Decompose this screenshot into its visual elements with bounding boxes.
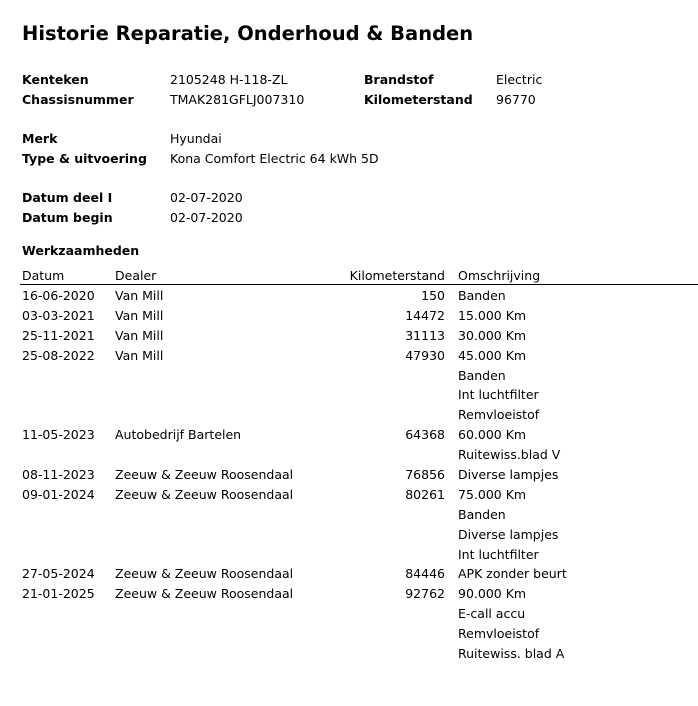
- row-extra-line: [0, 446, 698, 466]
- cell-desc: 60.000 Km: [458, 427, 527, 443]
- chassis-label: Chassisnummer: [22, 92, 134, 107]
- cell-km: 31113: [405, 327, 445, 343]
- row-extra-line: [0, 546, 698, 566]
- table-header: [0, 267, 698, 285]
- row-extra-line: [0, 367, 698, 387]
- cell-date: 08-11-2023: [22, 467, 95, 483]
- cell-km: 80261: [405, 486, 445, 502]
- cell-desc: Diverse lampjes: [458, 526, 559, 542]
- page-title: Historie Reparatie, Onderhoud & Banden: [22, 22, 474, 45]
- cell-desc: Banden: [458, 367, 506, 383]
- cell-date: 09-01-2024: [22, 486, 95, 502]
- table-row: [0, 486, 698, 566]
- row-extra-line: [0, 645, 698, 665]
- header-dealer: Dealer: [115, 268, 157, 283]
- row-main-line: [0, 486, 698, 506]
- cell-desc: E-call accu: [458, 606, 526, 622]
- cell-desc: 30.000 Km: [458, 327, 527, 343]
- cell-date: 25-08-2022: [22, 347, 95, 363]
- cell-desc: Remvloeistof: [458, 407, 540, 423]
- header-desc: Omschrijving: [458, 268, 541, 283]
- cell-desc: 75.000 Km: [458, 486, 527, 502]
- row-extra-line: [0, 605, 698, 625]
- table-row: [0, 287, 698, 307]
- cell-date: 21-01-2025: [22, 586, 95, 602]
- cell-date: 25-11-2021: [22, 327, 95, 343]
- section-title-werkzaamheden: Werkzaamheden: [22, 243, 140, 258]
- cell-date: 16-06-2020: [22, 288, 95, 303]
- datum-begin-value: 02-07-2020: [170, 210, 243, 225]
- datum-begin-label: Datum begin: [22, 210, 113, 225]
- cell-desc: Remvloeistof: [458, 626, 540, 642]
- cell-desc: Diverse lampjes: [458, 467, 559, 483]
- row-main-line: [0, 585, 698, 605]
- cell-desc: Int luchtfilter: [458, 387, 539, 403]
- header-date: Datum: [22, 268, 65, 283]
- km-value: 96770: [496, 92, 536, 107]
- row-main-line: [0, 327, 698, 347]
- km-label: Kilometerstand: [364, 92, 473, 107]
- kenteken-value: 2105248 H-118-ZL: [170, 72, 288, 87]
- cell-km: 47930: [405, 347, 445, 363]
- chassis-value: TMAK281GFLJ007310: [170, 92, 305, 107]
- row-extra-line: [0, 625, 698, 645]
- cell-desc: Banden: [458, 288, 506, 303]
- table-row: [0, 327, 698, 347]
- merk-label: Merk: [22, 131, 58, 146]
- type-value: Kona Comfort Electric 64 kWh 5D: [170, 151, 379, 166]
- brandstof-label: Brandstof: [364, 72, 434, 87]
- cell-dealer: Autobedrijf Bartelen: [115, 427, 242, 443]
- row-main-line: [0, 565, 698, 585]
- cell-dealer: Zeeuw & Zeeuw Roosendaal: [115, 586, 294, 602]
- row-main-line: [0, 426, 698, 446]
- cell-dealer: Van Mill: [115, 327, 164, 343]
- cell-desc: 90.000 Km: [458, 586, 527, 602]
- cell-desc: Int luchtfilter: [458, 546, 539, 562]
- cell-desc: 45.000 Km: [458, 347, 527, 363]
- cell-dealer: Van Mill: [115, 347, 164, 363]
- cell-dealer: Zeeuw & Zeeuw Roosendaal: [115, 467, 294, 483]
- datum-deel-label: Datum deel I: [22, 190, 113, 205]
- row-main-line: [0, 347, 698, 367]
- cell-km: 76856: [405, 467, 445, 483]
- cell-dealer: Zeeuw & Zeeuw Roosendaal: [115, 566, 294, 582]
- cell-desc: Ruitewiss.blad V: [458, 447, 561, 463]
- header-divider: [20, 284, 698, 285]
- merk-value: Hyundai: [170, 131, 222, 146]
- table-row: [0, 426, 698, 466]
- table-row: [0, 565, 698, 585]
- table-row: [0, 347, 698, 427]
- brandstof-value: Electric: [496, 72, 543, 87]
- row-extra-line: [0, 386, 698, 406]
- cell-km: 92762: [405, 586, 445, 602]
- row-extra-line: [0, 406, 698, 426]
- row-main-line: [0, 307, 698, 327]
- table-row: [0, 307, 698, 327]
- cell-date: 27-05-2024: [22, 566, 95, 582]
- cell-desc: APK zonder beurt: [458, 566, 567, 582]
- cell-desc: Ruitewiss. blad A: [458, 646, 565, 662]
- cell-dealer: Zeeuw & Zeeuw Roosendaal: [115, 486, 294, 502]
- cell-km: 150: [421, 288, 445, 303]
- cell-date: 03-03-2021: [22, 307, 95, 323]
- kenteken-label: Kenteken: [22, 72, 89, 87]
- table-row: [0, 466, 698, 486]
- cell-desc: Banden: [458, 506, 506, 522]
- cell-dealer: Van Mill: [115, 288, 164, 303]
- cell-dealer: Van Mill: [115, 307, 164, 323]
- type-label: Type & uitvoering: [22, 151, 147, 166]
- row-main-line: [0, 466, 698, 486]
- header-km: Kilometerstand: [349, 268, 445, 283]
- cell-desc: 15.000 Km: [458, 307, 527, 323]
- table-row: [0, 585, 698, 665]
- row-extra-line: [0, 526, 698, 546]
- cell-date: 11-05-2023: [22, 427, 95, 443]
- datum-deel-value: 02-07-2020: [170, 190, 243, 205]
- cell-km: 84446: [405, 566, 445, 582]
- work-table-body: [0, 287, 698, 665]
- row-extra-line: [0, 506, 698, 526]
- cell-km: 64368: [405, 427, 445, 443]
- cell-km: 14472: [405, 307, 445, 323]
- row-main-line: [0, 287, 698, 307]
